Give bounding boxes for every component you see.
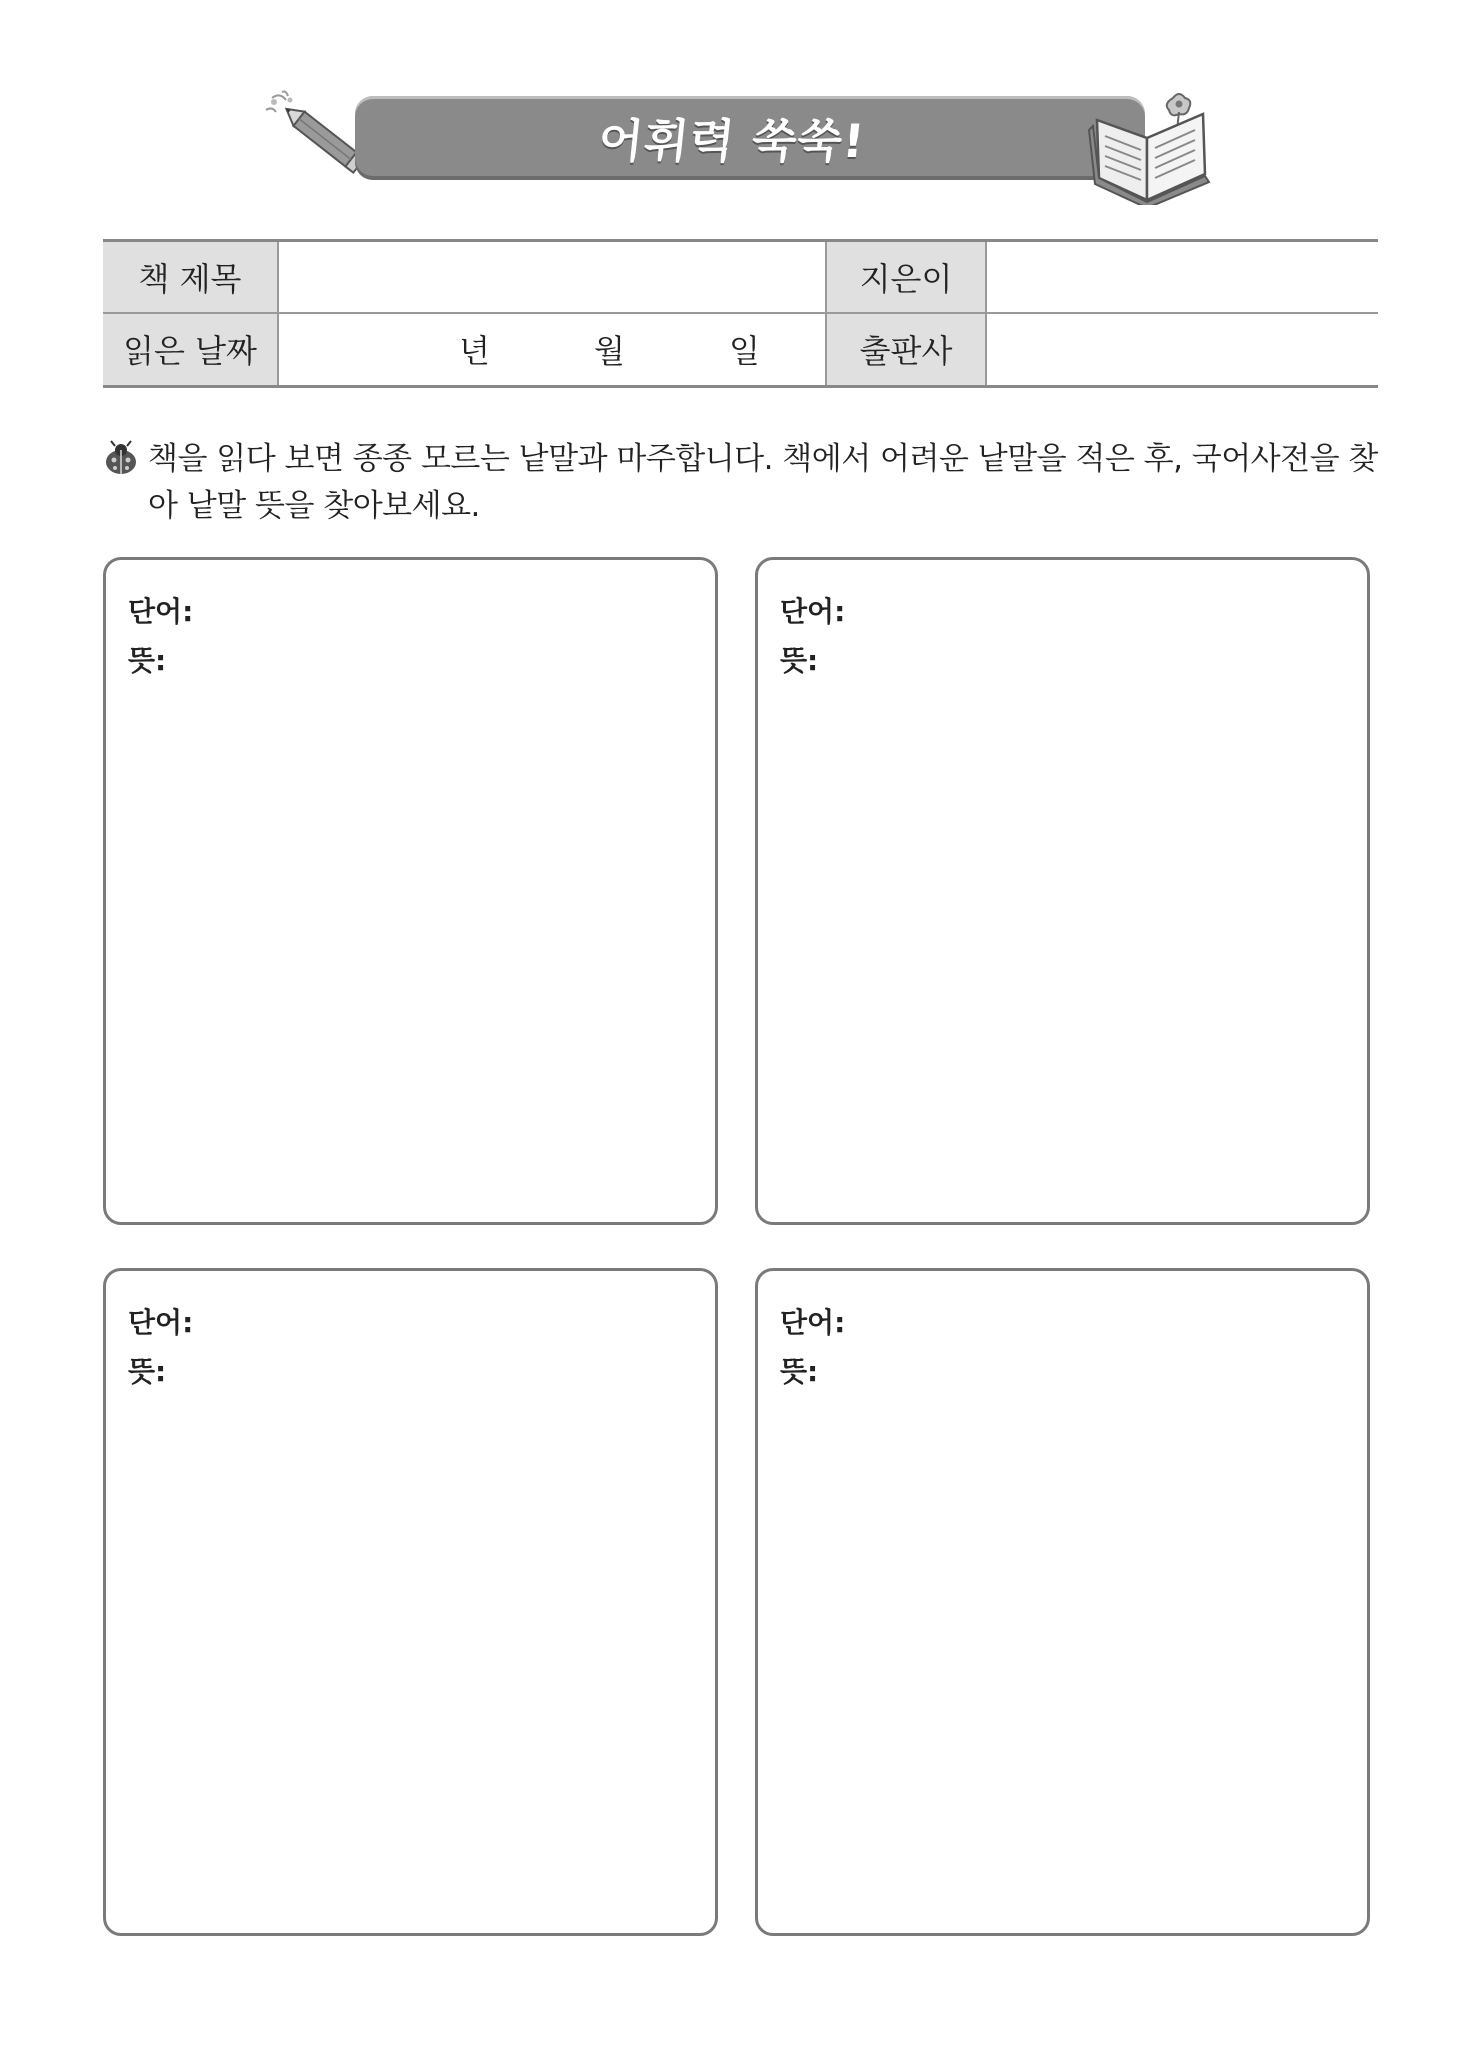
page-title: 어휘력 쑥쑥! (595, 114, 868, 168)
instruction-text: 책을 읽다 보면 종종 모르는 낱말과 마주합니다. 책에서 어려운 낱말을 적은 후, 국어사전을 찾아 낱말 뜻을 찾아보세요. (148, 441, 1378, 524)
word-label: 단어: (128, 1306, 194, 1339)
publisher-field[interactable] (987, 314, 1378, 386)
word-box-4[interactable] (755, 1268, 1370, 1936)
author-field[interactable] (987, 242, 1378, 314)
word-box-2[interactable] (755, 557, 1370, 1225)
book-title-field[interactable] (279, 242, 827, 314)
read-date-field[interactable] (279, 314, 827, 386)
meaning-label: 뜻: (780, 1355, 819, 1388)
day-unit: 일 (729, 332, 760, 371)
header (0, 0, 1457, 220)
ladybug-icon (103, 440, 139, 476)
word-label: 단어: (780, 595, 846, 628)
year-unit: 년 (459, 332, 490, 371)
instruction (103, 436, 1393, 530)
author-label: 지은이 (827, 242, 987, 314)
open-book-icon (1085, 90, 1215, 205)
book-info-table (103, 239, 1378, 388)
book-title-label: 책 제목 (103, 242, 279, 314)
publisher-label: 출판사 (827, 314, 987, 386)
word-label: 단어: (780, 1306, 846, 1339)
meaning-label: 뜻: (128, 1355, 167, 1388)
month-unit: 월 (594, 332, 625, 371)
meaning-label: 뜻: (128, 644, 167, 677)
title-banner (355, 96, 1145, 180)
word-label: 단어: (128, 595, 194, 628)
meaning-label: 뜻: (780, 644, 819, 677)
word-box-3[interactable] (103, 1268, 718, 1936)
read-date-label: 읽은 날짜 (103, 314, 279, 386)
word-box-1[interactable] (103, 557, 718, 1225)
